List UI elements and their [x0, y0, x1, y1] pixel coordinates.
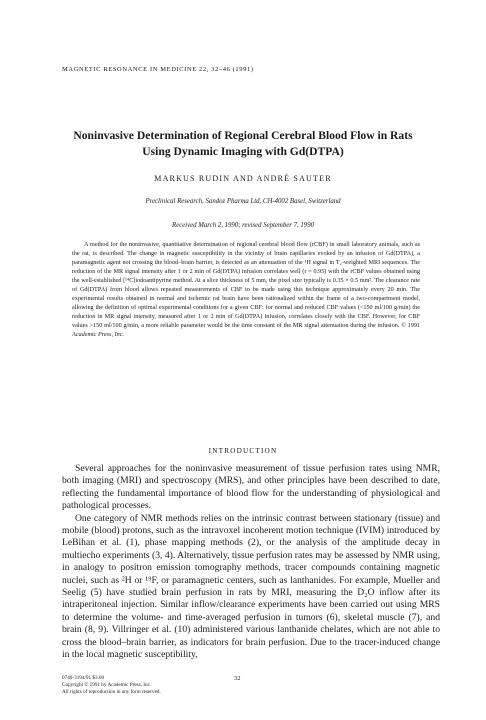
footer — [62, 675, 161, 697]
affiliation: Preclinical Research, Sandoz Pharma Ltd, CH-4002 Basel, Switzerland — [145, 198, 341, 205]
article-title — [40, 128, 446, 160]
section-heading: INTRODUCTION — [208, 447, 278, 455]
title-line-1: Noninvasive Determination of Regional Cerebral Blood Flow in Rats — [73, 129, 413, 142]
body-text — [62, 463, 440, 662]
abstract-copyright: © 1991 Academic Press, Inc. — [72, 321, 421, 338]
page-number: 32 — [234, 675, 241, 682]
footer-issn: 0740-3194/91 $3.00 — [62, 675, 105, 681]
abstract — [72, 241, 420, 339]
received-dates: Received March 2, 1990; revised September 7, 1990 — [172, 222, 314, 229]
journal-header: MAGNETIC RESONANCE IN MEDICINE 22, 32–46 (1991) — [62, 66, 254, 73]
abstract-text: A method for the noninvasive, quantitative determination of regional cerebral blood flow (rCBF) in small laboratory animals, such as the rat, is described. The change in magnetic susceptibility in the vicinity of brain capillaries evoked by an infusion of Gd(DTPA), a paramagnetic agent not crossing the blood–brain barrier, is detected as an attenuation of the ¹H signal in T₂-weighted MRI sequences. The reduction of the MR signal intensity after 1 or 2 min of Gd(DTPA) infusion correlates well (r = 0.95) with the rCBF values obtained using the well-established [¹⁴C]iodoantipyrine method. At a slice thickness of 5 mm, the pixel size typically is 0.35 × 0.5 mm². The clearance rate of Gd(DTPA) from blood allows repeated measurements of CBF to be made using this technique approximately every 20 min. The experimental results obtained in normal and ischemic rat brain have been rationalized within the frame of a two-compartment model, allowing the definition of optimal experimental conditions for a given CBF: for normal and reduced CBF values (<150 ml/100 g/min) the reduction in MR signal intensity, measured after 1 or 2 min of Gd(DTPA) infusion, correlates closely with the CBF. However, for CBF values >150 ml/100 g/min, a more reliable parameter would be the time constant of the MR signal attenuation during the infusion. — [72, 241, 420, 329]
body-paragraph-1: Several approaches for the noninvasive measurement of tissue perfusion rates using NMR, both imaging (MRI) and spectroscopy (MRS), and other principles have been described to date, reflecting the fundamental importance of blood flow for the understanding of physiological and pathological processes. — [62, 463, 440, 512]
abstract-paragraph — [72, 241, 420, 339]
title-line-2: Using Dynamic Imaging with Gd(DTPA) — [142, 145, 344, 158]
body-paragraph-2: One category of NMR methods relies on the intrinsic contrast between stationary (tissue) and mobile (blood) protons, such as the intravoxel incoherent motion technique (IVIM) introduced by LeBihan et al. (1), phase mapping methods (2), or the analysis of the amplitude decay in multiecho experiments (3, 4). Alternatively, tissue perfusion rates may be assessed by NMR using, in analogy to positron emission tomography methods, tracer compounds containing magnetic nuclei, such as ²H or ¹⁹F, or paramagnetic centers, such as lanthanides. For example, Mueller and Seelig (5) have studied brain perfusion in rats by MRI, measuring the D₂O inflow after its intraperitoneal injection. Similar inflow/clearance experiments have been carried out using MRS to determine the volume- and time-averaged perfusion in tumors (6), skeletal muscle (7), and brain (8, 9). Villringer et al. (10) administered various lanthanide chelates, which are not able to cross the blood–brain barrier, as indicators for brain perfusion. Due to the tracer-induced change in the local magnetic susceptibility, — [62, 512, 440, 661]
authors: MARKUS RUDIN AND ANDRÉ SAUTER — [154, 174, 332, 183]
footer-rights: All rights of reproduction in any form reserved. — [62, 689, 161, 696]
footer-copyright: Copyright © 1991 by Academic Press, Inc. — [62, 682, 152, 689]
